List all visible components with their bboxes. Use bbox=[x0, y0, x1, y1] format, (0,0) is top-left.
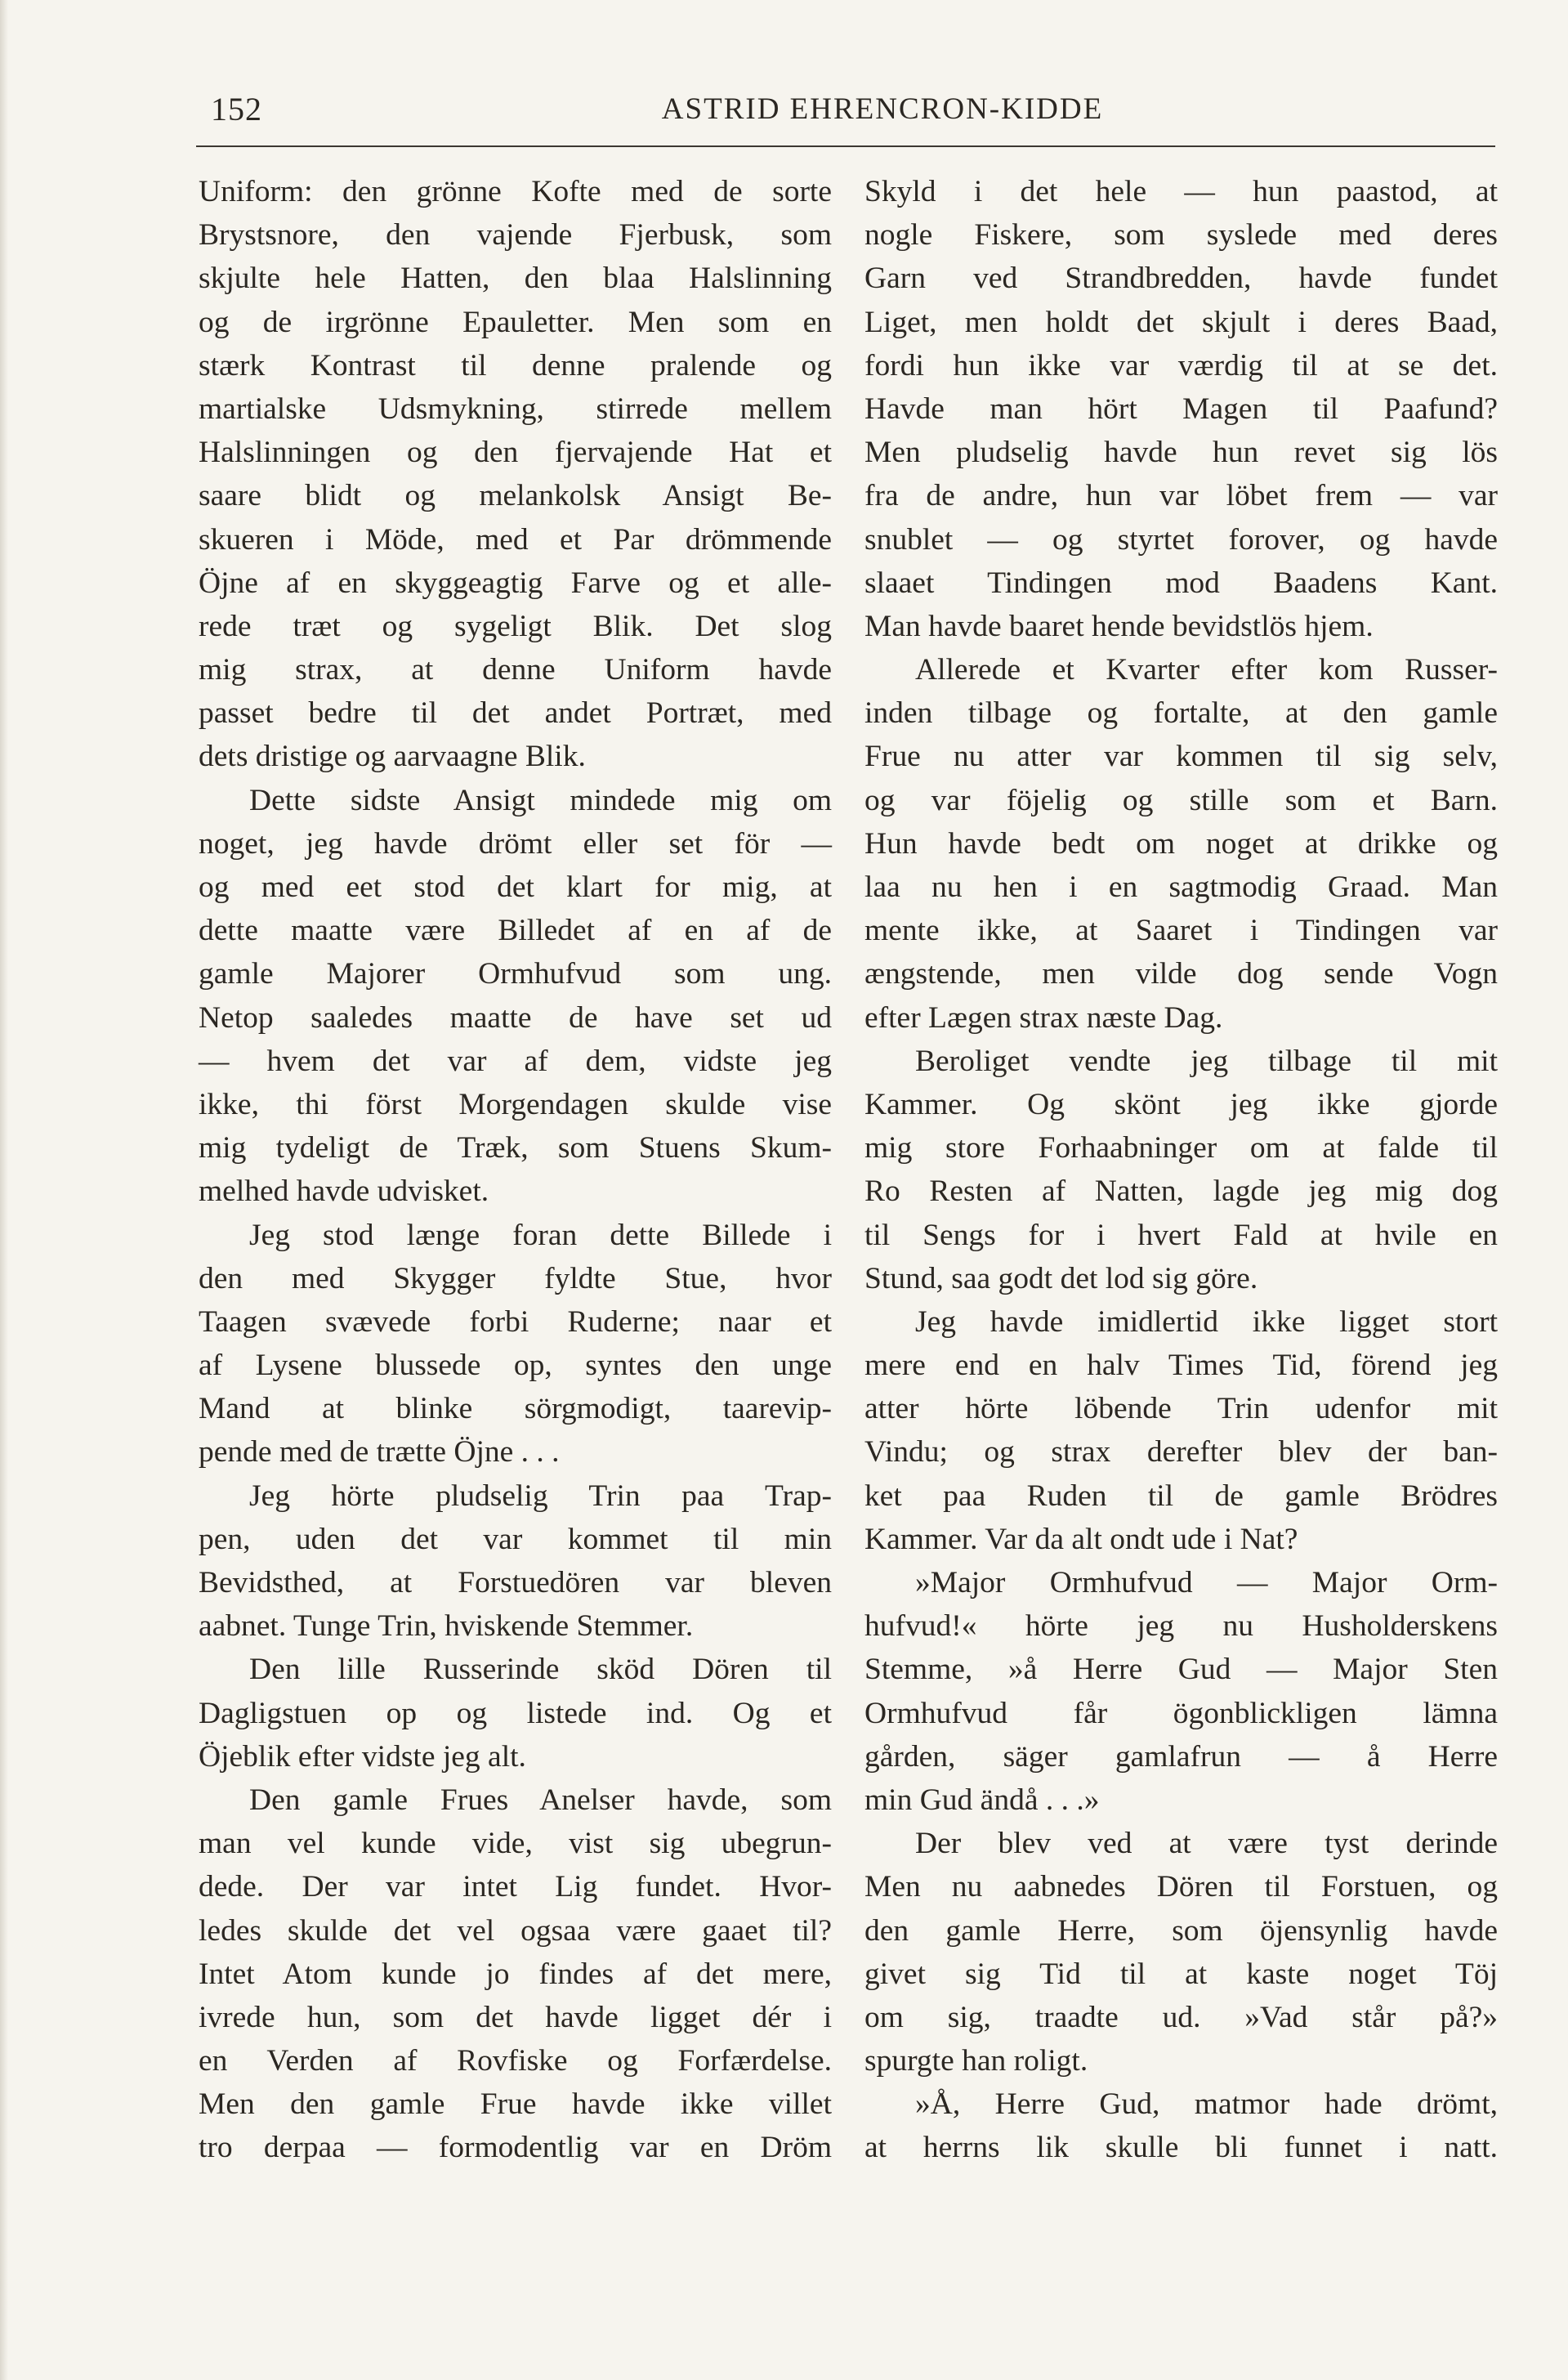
text-line: mig tydeligt de Træk, som Stuens Skum- bbox=[199, 1131, 832, 1165]
text-line: tro derpaa — formodentlig var en Dröm bbox=[199, 2131, 832, 2165]
text-line: Taagen svævede forbi Ruderne; naar et bbox=[199, 1304, 832, 1339]
text-line: melhed havde udvisket. bbox=[199, 1174, 489, 1209]
page-number: 152 bbox=[211, 91, 262, 128]
text-line: atter hörte löbende Trin udenfor mit bbox=[864, 1392, 1498, 1426]
text-line: gamle Majorer Ormhufvud som ung. bbox=[199, 957, 832, 991]
text-line: saare blidt og melankolsk Ansigt Be- bbox=[199, 479, 832, 513]
text-line: Frue nu atter var kommen til sig selv, bbox=[864, 740, 1498, 774]
text-line: Mand at blinke sörgmodigt, taarevip- bbox=[199, 1392, 832, 1426]
text-line: at herrns lik skulle bli funnet i natt. bbox=[864, 2131, 1498, 2165]
text-line: noget, jeg havde drömt eller set för — bbox=[199, 826, 832, 861]
text-line: den med Skygger fyldte Stue, hvor bbox=[199, 1261, 832, 1295]
text-line: snublet — og styrtet forover, og havde bbox=[864, 522, 1498, 557]
text-line: fra de andre, hun var löbet frem — var bbox=[864, 479, 1498, 513]
text-line: Man havde baaret hende bevidstlös hjem. bbox=[864, 609, 1374, 643]
text-line: slaaet Tindingen mod Baadens Kant. bbox=[864, 566, 1498, 600]
text-line: Dagligstuen op og listede ind. Og et bbox=[199, 1696, 832, 1730]
text-line: Ro Resten af Natten, lagde jeg mig dog bbox=[864, 1174, 1498, 1209]
text-line: Den gamle Frues Anelser havde, som bbox=[249, 1783, 832, 1817]
text-line: Men nu aabnedes Dören til Forstuen, og bbox=[864, 1870, 1498, 1904]
text-line: Jeg havde imidlertid ikke ligget stort bbox=[915, 1304, 1498, 1339]
text-line: Öjne af en skyggeagtig Farve og et alle- bbox=[199, 566, 832, 600]
text-line: Öjeblik efter vidste jeg alt. bbox=[199, 1739, 526, 1774]
text-line: Skyld i det hele — hun paastod, at bbox=[864, 175, 1498, 208]
text-line: Intet Atom kunde jo findes af det mere, bbox=[199, 1957, 832, 1991]
text-line: mig store Forhaabninger om at falde til bbox=[864, 1131, 1498, 1165]
text-line: Halslinningen og den fjervajende Hat et bbox=[199, 436, 832, 470]
text-line: givet sig Tid til at kaste noget Töj bbox=[864, 1957, 1498, 1991]
text-line: Netop saaledes maatte de have set ud bbox=[199, 1000, 832, 1035]
text-line: Bevidsthed, at Forstuedören var bleven bbox=[199, 1566, 832, 1599]
text-line: efter Lægen strax næste Dag. bbox=[864, 1000, 1223, 1035]
text-line: af Lysene blussede op, syntes den unge bbox=[199, 1349, 832, 1383]
text-line: dette maatte være Billedet af en af de bbox=[199, 914, 832, 948]
text-line: Der blev ved at være tyst derinde bbox=[915, 1827, 1498, 1861]
text-line: Vindu; og strax derefter blev der ban- bbox=[864, 1435, 1498, 1470]
text-line: Stund, saa godt det lod sig göre. bbox=[864, 1261, 1258, 1295]
running-title: ASTRID EHRENCRON-KIDDE bbox=[661, 92, 1104, 126]
text-line: den gamle Herre, som öjensynlig havde bbox=[864, 1913, 1498, 1948]
text-line: Allerede et Kvarter efter kom Russer- bbox=[915, 653, 1498, 687]
text-line: ængstende, men vilde dog sende Vogn bbox=[864, 957, 1498, 991]
left-text-column bbox=[199, 170, 832, 2170]
text-line: ket paa Ruden til de gamle Brödres bbox=[864, 1479, 1498, 1513]
text-line: Garn ved Strandbredden, havde fundet bbox=[864, 262, 1498, 296]
text-line: passet bedre til det andet Portræt, med bbox=[199, 696, 832, 731]
text-line: Hun havde bedt om noget at drikke og bbox=[864, 826, 1498, 861]
text-line: Uniform: den grönne Kofte med de sorte bbox=[199, 175, 832, 208]
text-line: Kammer. Var da alt ondt ude i Nat? bbox=[864, 1522, 1298, 1556]
text-line: og med eet stod det klart for mig, at bbox=[199, 870, 832, 904]
text-line: skjulte hele Hatten, den blaa Halslinning bbox=[199, 262, 832, 296]
text-line: Havde man hört Magen til Paafund? bbox=[864, 391, 1498, 426]
text-line: Kammer. Og skönt jeg ikke gjorde bbox=[864, 1087, 1498, 1121]
text-line: pende med de trætte Öjne . . . bbox=[199, 1435, 560, 1470]
text-line: Den lille Russerinde sköd Dören til bbox=[249, 1653, 832, 1687]
text-line: min Gud ändå . . .» bbox=[864, 1783, 1100, 1817]
text-line: Dette sidste Ansigt mindede mig om bbox=[249, 783, 832, 817]
text-line: ivrede hun, som det havde ligget dér i bbox=[199, 2000, 832, 2034]
text-line: inden tilbage og fortalte, at den gamle bbox=[864, 696, 1498, 731]
text-line: stærk Kontrast til denne pralende og bbox=[199, 348, 832, 382]
text-line: gården, säger gamlafrun — å Herre bbox=[864, 1739, 1498, 1774]
text-line: pen, uden det var kommet til min bbox=[199, 1522, 832, 1556]
text-line: Ormhufvud får ögonblickligen lämna bbox=[864, 1696, 1498, 1730]
text-line: aabnet. Tunge Trin, hviskende Stemmer. bbox=[199, 1609, 694, 1644]
text-line: man vel kunde vide, vist sig ubegrun- bbox=[199, 1827, 832, 1861]
text-line: Men pludselig havde hun revet sig lös bbox=[864, 436, 1498, 470]
text-line: rede træt og sygeligt Blik. Det slog bbox=[199, 609, 832, 643]
text-line: Men den gamle Frue havde ikke villet bbox=[199, 2087, 832, 2122]
text-line: hufvud!« hörte jeg nu Husholderskens bbox=[864, 1609, 1498, 1644]
text-line: dede. Der var intet Lig fundet. Hvor- bbox=[199, 1870, 832, 1904]
text-line: — hvem det var af dem, vidste jeg bbox=[199, 1044, 832, 1078]
text-line: mere end en halv Times Tid, förend jeg bbox=[864, 1349, 1498, 1383]
text-line: laa nu hen i en sagtmodig Graad. Man bbox=[864, 870, 1498, 904]
text-line: skueren i Möde, med et Par drömmende bbox=[199, 522, 832, 557]
text-line: dets dristige og aarvaagne Blik. bbox=[199, 740, 586, 774]
text-line: Liget, men holdt det skjult i deres Baad, bbox=[864, 305, 1498, 339]
text-line: om sig, traadte ud. »Vad står på?» bbox=[864, 2000, 1498, 2034]
text-line: fordi hun ikke var værdig til at se det. bbox=[864, 348, 1498, 382]
text-line: martialske Udsmykning, stirrede mellem bbox=[199, 391, 832, 426]
right-text-column bbox=[864, 170, 1498, 2170]
text-line: nogle Fiskere, som syslede med deres bbox=[864, 218, 1498, 253]
text-line: til Sengs for i hvert Fald at hvile en bbox=[864, 1218, 1498, 1252]
text-line: og de irgrönne Epauletter. Men som en bbox=[199, 305, 832, 339]
text-line: Beroliget vendte jeg tilbage til mit bbox=[915, 1044, 1498, 1078]
text-line: spurgte han roligt. bbox=[864, 2044, 1088, 2078]
text-line: mig strax, at denne Uniform havde bbox=[199, 653, 832, 687]
header-rule bbox=[196, 145, 1495, 147]
text-line: Stemme, »å Herre Gud — Major Sten bbox=[864, 1653, 1498, 1687]
text-line: Brystsnore, den vajende Fjerbusk, som bbox=[199, 218, 832, 253]
text-line: ledes skulde det vel ogsaa være gaaet til? bbox=[199, 1913, 832, 1948]
text-line: ikke, thi först Morgendagen skulde vise bbox=[199, 1087, 832, 1121]
text-line: og var föjelig og stille som et Barn. bbox=[864, 783, 1498, 817]
text-line: »Å, Herre Gud, matmor hade drömt, bbox=[915, 2087, 1498, 2122]
text-line: en Verden af Rovfiske og Forfærdelse. bbox=[199, 2044, 832, 2078]
text-line: Jeg hörte pludselig Trin paa Trap- bbox=[249, 1479, 832, 1513]
text-line: mente ikke, at Saaret i Tindingen var bbox=[864, 914, 1498, 948]
text-line: Jeg stod længe foran dette Billede i bbox=[249, 1218, 832, 1252]
scan-edge bbox=[0, 0, 8, 2380]
text-line: »Major Ormhufvud — Major Orm- bbox=[915, 1566, 1498, 1599]
